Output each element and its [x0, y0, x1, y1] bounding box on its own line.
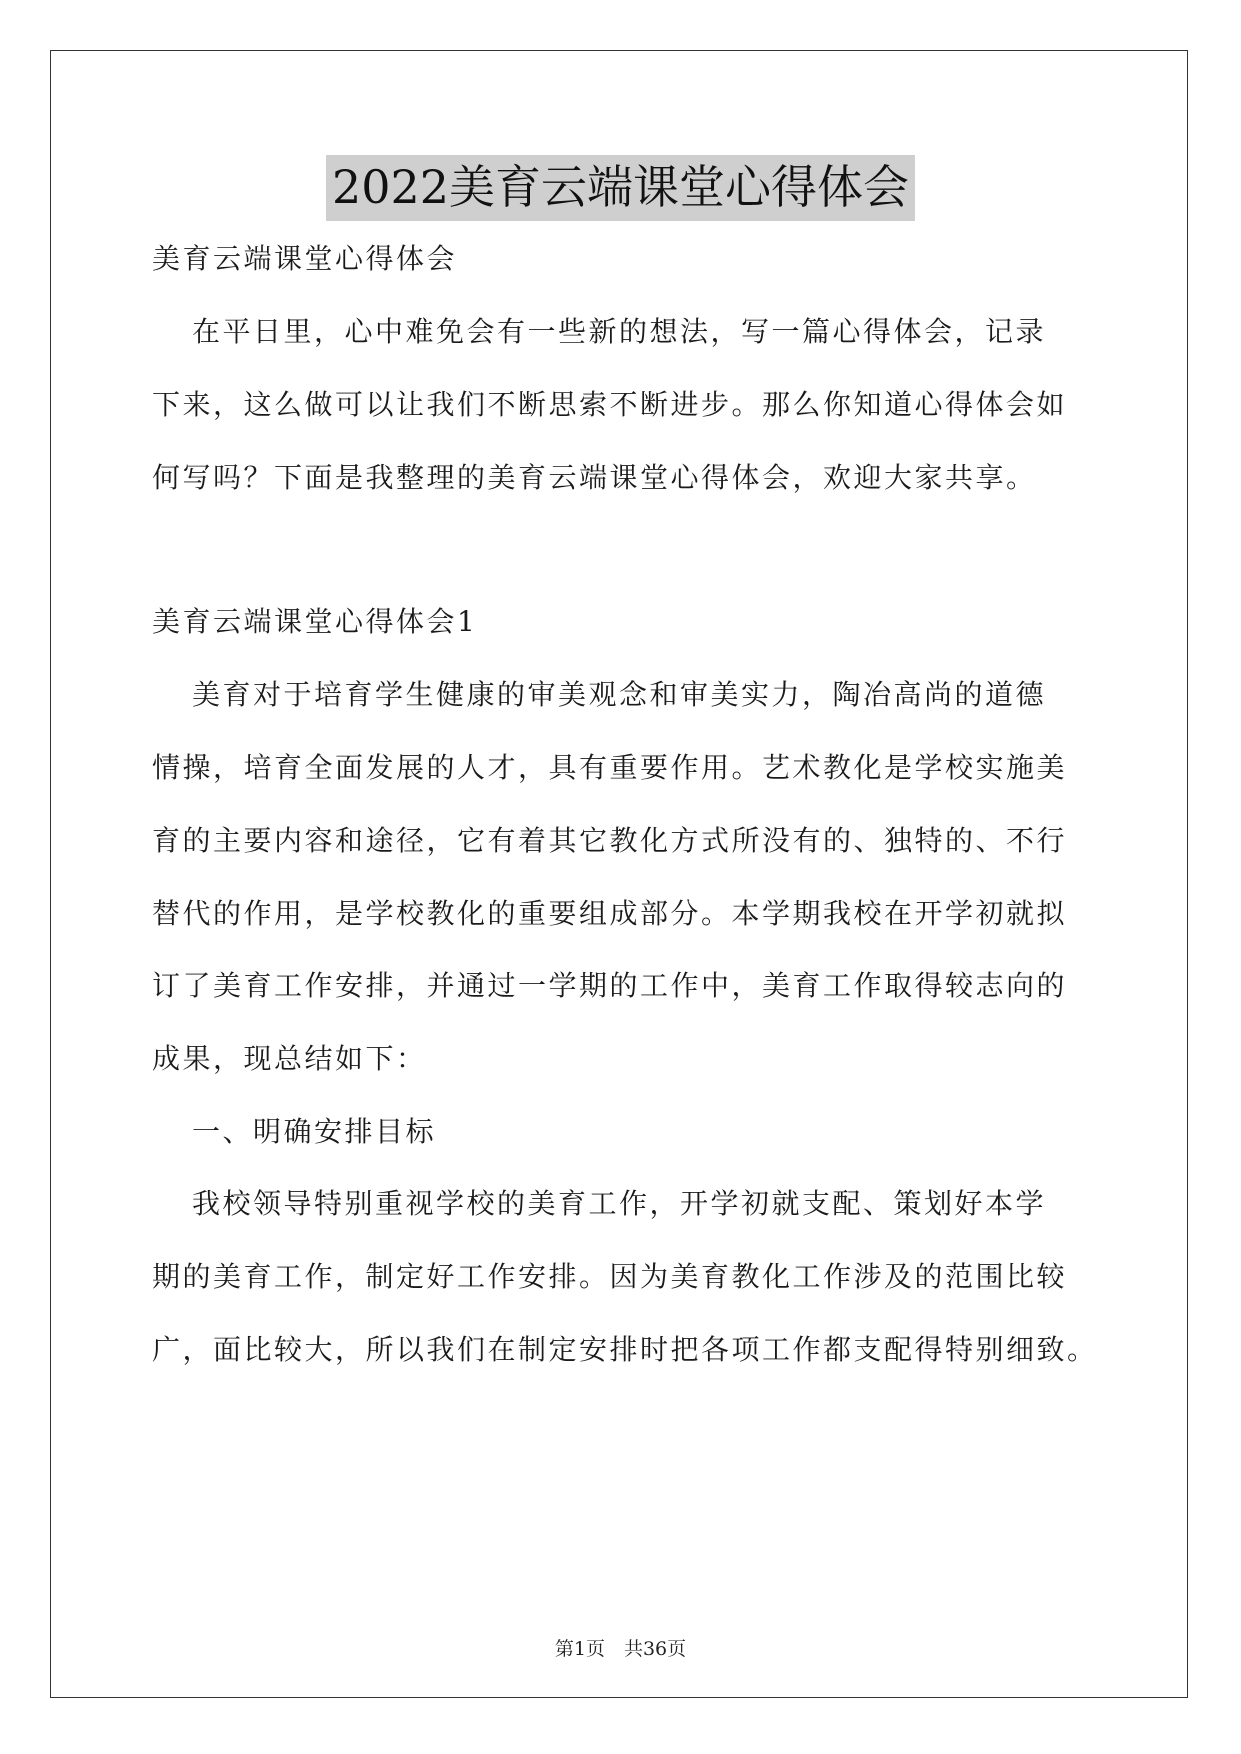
- paragraph-line: 情操，培育全面发展的人才，具有重要作用。艺术教化是学校实施美: [152, 751, 1068, 784]
- paragraph-line: 下来，这么做可以让我们不断思索不断进步。那么你知道心得体会如: [152, 388, 1068, 421]
- paragraph-line: 在平日里，心中难免会有一些新的想法，写一篇心得体会，记录: [192, 315, 1047, 348]
- paragraph-line: 我校领导特别重视学校的美育工作，开学初就支配、策划好本学: [192, 1187, 1047, 1220]
- section-heading: 美育云端课堂心得体会1: [152, 605, 478, 638]
- paragraph-line: 育的主要内容和途径，它有着其它教化方式所没有的、独特的、不行: [152, 824, 1068, 857]
- paragraph-line: 美育对于培育学生健康的审美观念和审美实力，陶冶高尚的道德: [192, 678, 1047, 711]
- paragraph-line: 订了美育工作安排，并通过一学期的工作中，美育工作取得较志向的: [152, 969, 1068, 1002]
- paragraph-line: 何写吗？下面是我整理的美育云端课堂心得体会，欢迎大家共享。: [152, 461, 1037, 494]
- page-border: [50, 50, 1188, 1698]
- subtitle-line: 美育云端课堂心得体会: [152, 242, 458, 275]
- paragraph-line: 期的美育工作，制定好工作安排。因为美育教化工作涉及的范围比较: [152, 1260, 1068, 1293]
- title-wrap: [0, 155, 1241, 221]
- paragraph-line: 广，面比较大，所以我们在制定安排时把各项工作都支配得特别细致。: [152, 1333, 1098, 1366]
- paragraph-line: 成果，现总结如下：: [152, 1042, 427, 1075]
- subheading-line: 一、明确安排目标: [192, 1115, 437, 1148]
- document-title: 2022美育云端课堂心得体会: [326, 155, 915, 221]
- page-number: 第1页 共36页: [554, 1638, 687, 1660]
- paragraph-line: 替代的作用，是学校教化的重要组成部分。本学期我校在开学初就拟: [152, 897, 1068, 930]
